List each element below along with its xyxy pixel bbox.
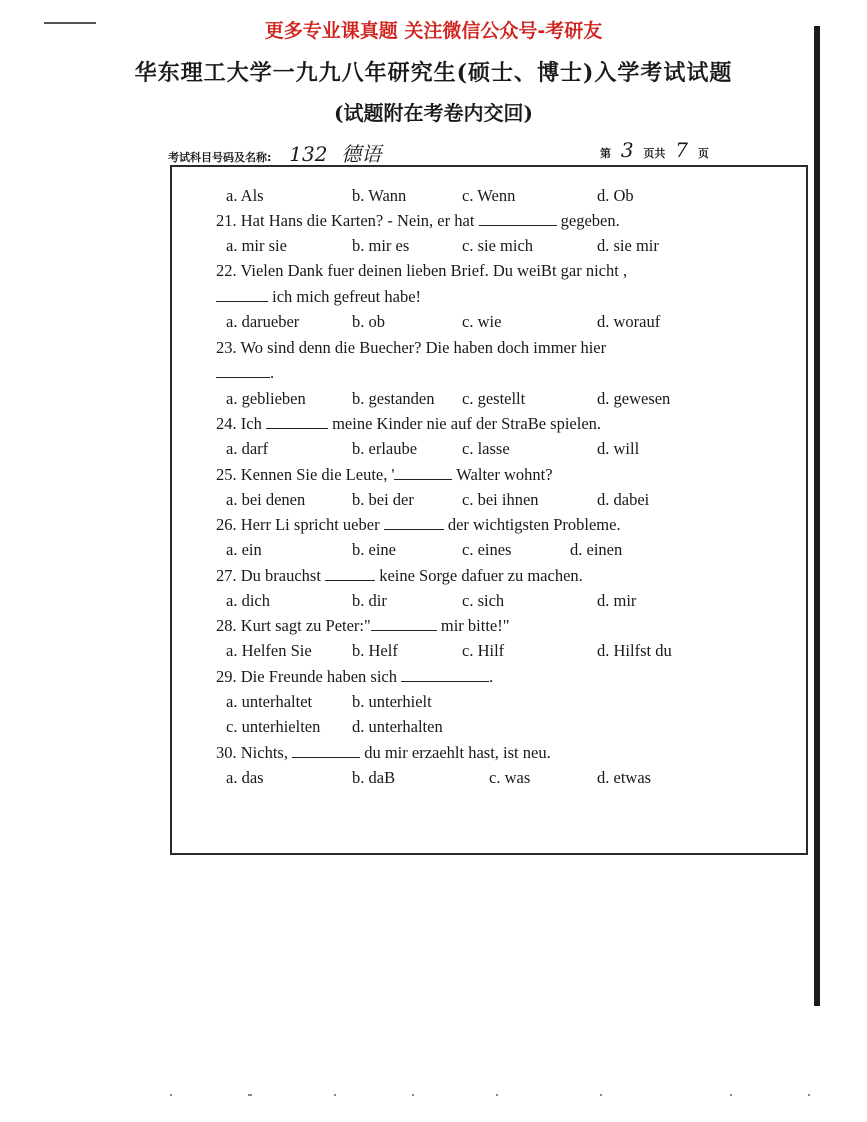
option: b. bei der — [352, 490, 414, 509]
question-stem: 22. Vielen Dank fuer deinen lieben Brief. Du weiBt gar nicht , — [216, 261, 628, 280]
answer-blank — [401, 668, 489, 682]
option: d. Hilfst du — [597, 641, 672, 660]
option: d. will — [597, 439, 640, 458]
question-stem: 25. Kennen Sie die Leute, ' Walter wohnt? — [216, 465, 553, 484]
exam-subtitle: (试题附在考卷内交回) — [334, 101, 533, 125]
subject-code: 132 — [289, 142, 328, 166]
question-stem: 24. Ich meine Kinder nie auf der StraBe spielen. — [216, 414, 602, 433]
question-number: 23. — [216, 338, 237, 357]
option: d. unterhalten — [352, 717, 443, 736]
question-stem: 28. Kurt sagt zu Peter:" mir bitte!" — [216, 616, 510, 635]
subject-label: 考试科目号码及名称: — [168, 151, 272, 164]
answer-blank — [216, 364, 270, 378]
option: a. geblieben — [226, 389, 306, 408]
option: b. daB — [352, 768, 396, 787]
question-number: 21. — [216, 211, 237, 230]
page-suffix: 页 — [697, 147, 709, 160]
question-number: 24. — [216, 414, 237, 433]
option: a. Helfen Sie — [226, 641, 312, 660]
option: b. eine — [352, 540, 396, 559]
option: b. gestanden — [352, 389, 435, 408]
option: c. bei ihnen — [462, 490, 539, 509]
page-current: 3 — [620, 138, 634, 162]
question-stem-cont: ich mich gefreut habe! — [216, 287, 421, 307]
scan-footer-marks — [170, 1094, 810, 1098]
question-stem-cont: . — [216, 363, 274, 383]
option: b. Helf — [352, 641, 398, 660]
option: d. Ob — [597, 186, 634, 205]
option: a. Als — [226, 186, 264, 205]
question-stem: 23. Wo sind denn die Buecher? Die haben doch immer hier — [216, 338, 607, 357]
option: b. unterhielt — [352, 692, 432, 711]
answer-blank — [479, 212, 557, 226]
answer-blank — [325, 567, 375, 581]
question-number: 29. — [216, 667, 237, 686]
option: a. das — [226, 768, 264, 787]
answer-blank — [371, 617, 437, 631]
option: b. Wann — [352, 186, 407, 205]
question-number: 26. — [216, 515, 237, 534]
scan-edge-bar — [814, 26, 820, 1006]
question-stem: 29. Die Freunde haben sich . — [216, 667, 494, 686]
option: c. sich — [462, 591, 505, 610]
question-stem: 30. Nichts, du mir erzaehlt hast, ist neu. — [216, 743, 551, 762]
page-prefix: 第 — [600, 147, 611, 160]
option: a. bei denen — [226, 490, 306, 509]
question-number: 22. — [216, 261, 237, 280]
option: c. lasse — [462, 439, 510, 458]
page-info — [600, 138, 709, 162]
option: c. Wenn — [462, 186, 516, 205]
option: c. Hilf — [462, 641, 505, 660]
option: c. sie mich — [462, 236, 534, 255]
answer-blank — [292, 744, 360, 758]
question-stem: 26. Herr Li spricht ueber der wichtigsten Probleme. — [216, 515, 621, 534]
option: d. gewesen — [597, 389, 671, 408]
question-stem: 27. Du brauchst keine Sorge dafuer zu machen. — [216, 566, 583, 585]
answer-blank — [216, 288, 268, 302]
page-total: 7 — [675, 138, 688, 162]
answer-blank — [384, 516, 444, 530]
option: d. mir — [597, 591, 637, 610]
option: b. erlaube — [352, 439, 418, 458]
option: b. mir es — [352, 236, 410, 255]
option: a. ein — [226, 540, 262, 559]
answer-blank — [266, 415, 328, 429]
subject-info — [168, 138, 381, 167]
option: b. ob — [352, 312, 385, 331]
option: d. dabei — [597, 490, 650, 509]
option: d. worauf — [597, 312, 661, 331]
question-number: 28. — [216, 616, 237, 635]
option: a. darueber — [226, 312, 300, 331]
option: a. darf — [226, 439, 269, 458]
option: a. dich — [226, 591, 270, 610]
option: c. was — [489, 768, 531, 787]
option: c. wie — [462, 312, 502, 331]
question-number: 30. — [216, 743, 237, 762]
option: c. gestellt — [462, 389, 526, 408]
option: b. dir — [352, 591, 387, 610]
option: a. mir sie — [226, 236, 287, 255]
question-number: 25. — [216, 465, 237, 484]
option: d. etwas — [597, 768, 652, 787]
question-number: 27. — [216, 566, 237, 585]
option: c. eines — [462, 540, 512, 559]
watermark-banner: 更多专业课真题 关注微信公众号-考研友 — [264, 20, 603, 42]
subject-name: 德语 — [341, 142, 382, 166]
question-stem: 21. Hat Hans die Karten? - Nein, er hat gegeben. — [216, 211, 620, 230]
page-mid: 页共 — [643, 147, 666, 160]
exam-title: 华东理工大学一九九八年研究生(硕士、博士)入学考试试题 — [134, 60, 733, 86]
answer-blank — [394, 466, 452, 480]
option: a. unterhaltet — [226, 692, 313, 711]
option: d. einen — [570, 540, 623, 559]
option: c. unterhielten — [226, 717, 321, 736]
option: d. sie mir — [597, 236, 659, 255]
